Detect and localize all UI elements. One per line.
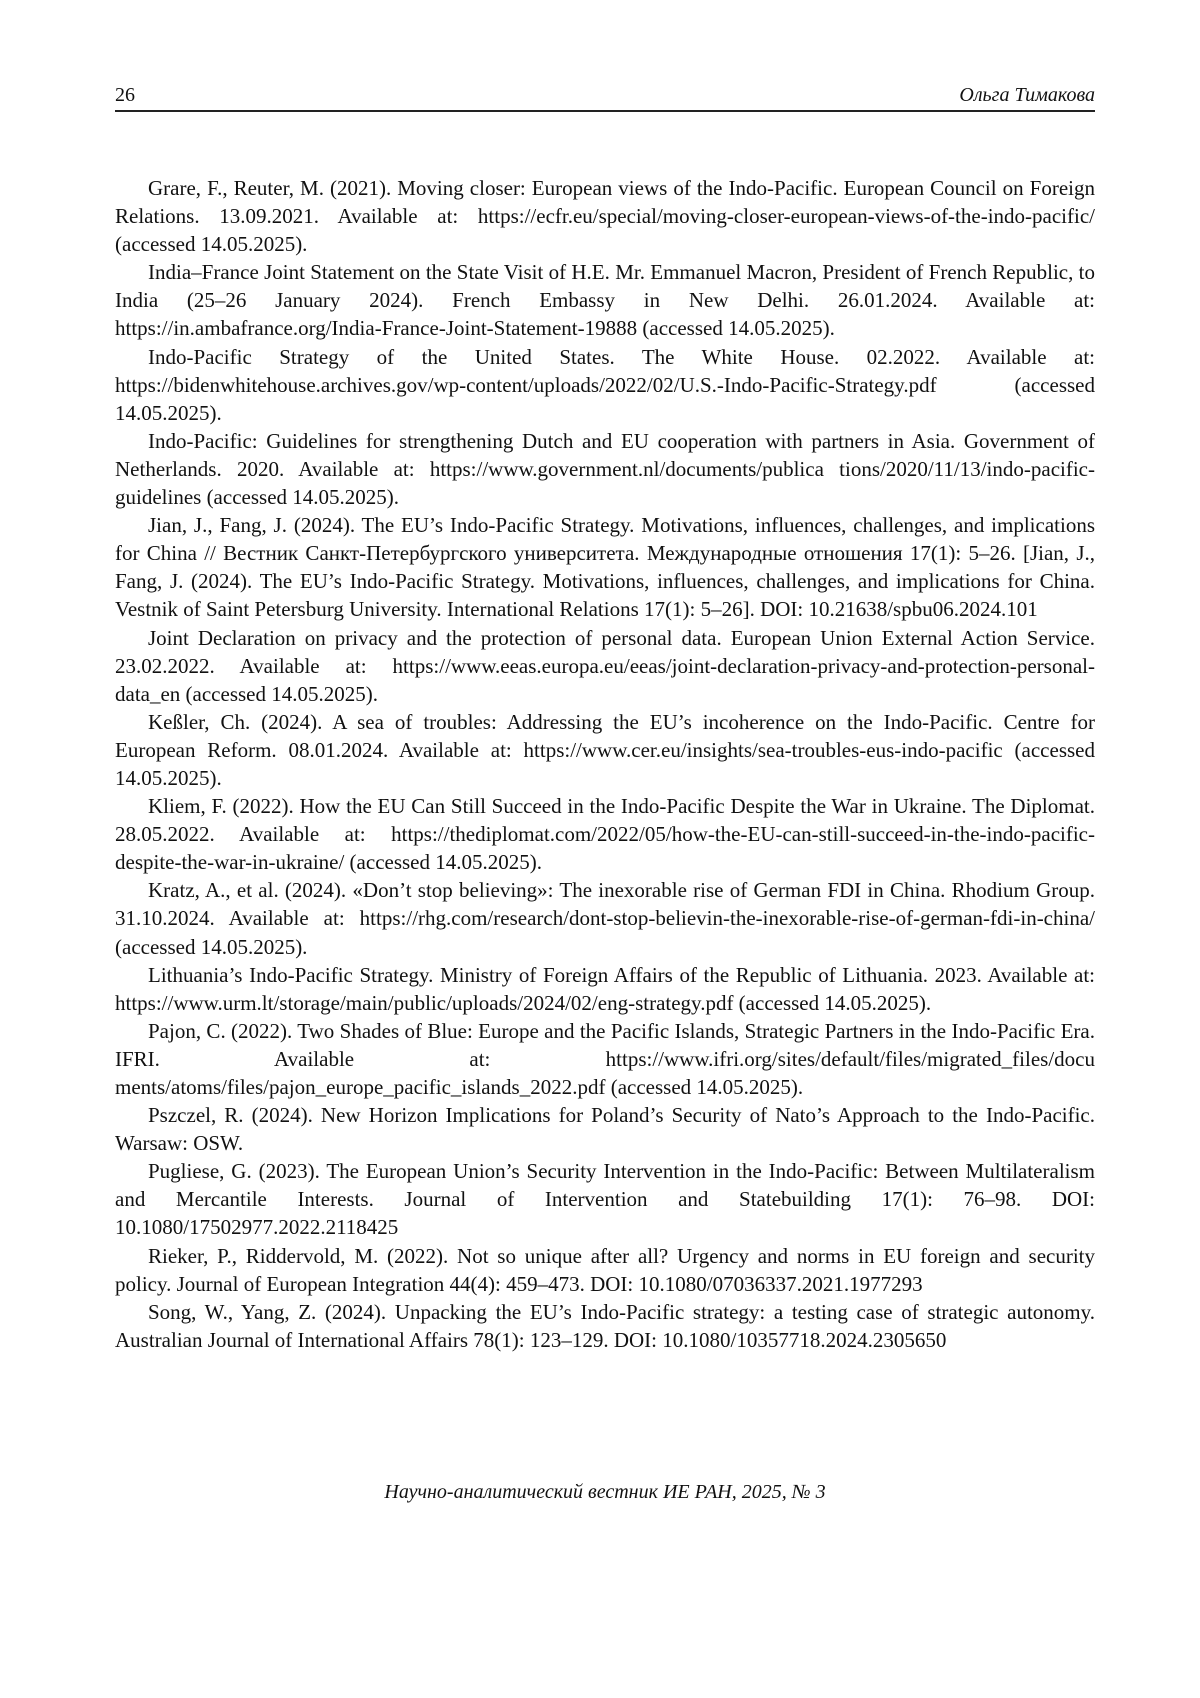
reference-item: Joint Declaration on privacy and the protection of personal data. European Union External Action Service. 23.02.2022. Available at: https://www.eeas.europa.eu/eeas/joint-declaration-privacy-and-protection-personal-data_en (accessed 14.05.2025). (115, 625, 1095, 706)
reference-item: Indo-Pacific Strategy of the United States. The White House. 02.2022. Available at: https://bidenwhitehouse.archives.gov/wp-content/uploads/2022/02/U.S.-Indo-Pacific-Strategy.pdf (accessed 14.05.2025). (115, 344, 1095, 425)
reference-item: Song, W., Yang, Z. (2024). Unpacking the EU’s Indo-Pacific strategy: a testing case of strategic autonomy. Australian Journal of International Affairs 78(1): 123–129. DOI: 10.1080/10357718.2024.2305650 (115, 1299, 1095, 1352)
reference-item: Rieker, P., Riddervold, M. (2022). Not so unique after all? Urgency and norms in EU foreign and security policy. Journal of European Integration 44(4): 459–473. DOI: 10.1080/07036337.2021.1977293 (115, 1243, 1095, 1296)
reference-item: Jian, J., Fang, J. (2024). The EU’s Indo-Pacific Strategy. Motivations, influences, challenges, and implications for China // Вестник Санкт-Петербургского университета. Международные отношения 17(1): 5–26. [Jian, J., Fang, J. (2024). The EU’s Indo-Pacific Strategy. Motivations, influences, challenges, and implications for China. Vestnik of Saint Petersburg University. International Relations 17(1): 5–26]. DOI: 10.21638/spbu06.2024.101 (115, 513, 1095, 622)
running-header (115, 84, 1095, 112)
reference-item: Lithuania’s Indo-Pacific Strategy. Ministry of Foreign Affairs of the Republic of Lithuania. 2023. Available at: https://www.urm.lt/storage/main/public/uploads/2024/02/eng-strategy.pdf (accessed 14.05.2025). (115, 962, 1095, 1015)
reference-item: Pugliese, G. (2023). The European Union’s Security Intervention in the Indo-Pacific: Between Multilateralism and Mercantile Interests. Journal of Intervention and Statebuilding 17(1): 76–98. DOI: 10.1080/17502977.2022.2118425 (115, 1159, 1095, 1240)
reference-item: Keßler, Ch. (2024). A sea of troubles: Addressing the EU’s incoherence on the Indo-Pacific. Centre for European Reform. 08.01.2024. Available at: https://www.cer.eu/insights/sea-troubles-eus-indo-pacific (accessed 14.05.2025). (115, 709, 1095, 790)
reference-item: Pszczel, R. (2024). New Horizon Implications for Poland’s Security of Nato’s Approach to the Indo-Pacific. Warsaw: OSW. (115, 1103, 1095, 1156)
reference-item: Pajon, C. (2022). Two Shades of Blue: Europe and the Pacific Islands, Strategic Partners in the Indo-Pacific Era. IFRI. Available at: https://www.ifri.org/sites/default/files/migrated_files/docu ments/atoms/files/pajon_europe_pacific_islands_2022.pdf (accessed 14.05.2025). (115, 1018, 1095, 1099)
running-author: Ольга Тимакова (959, 84, 1095, 106)
reference-item: Indo-Pacific: Guidelines for strengthening Dutch and EU cooperation with partners in Asia. Government of Netherlands. 2020. Available at: https://www.government.nl/documents/publica tions/2020/11/13/indo-pacific-guidelines (accessed 14.05.2025). (115, 428, 1095, 510)
reference-item: Kliem, F. (2022). How the EU Can Still Succeed in the Indo-Pacific Despite the War in Ukraine. The Diplomat. 28.05.2022. Available at: https://thediplomat.com/2022/05/how-the-EU-can-still-succeed-in-the-indo-pacific-despite-the-war-in-ukraine/ (accessed 14.05.2025). (115, 794, 1095, 875)
reference-item: Grare, F., Reuter, M. (2021). Moving closer: European views of the Indo-Pacific. European Council on Foreign Relations. 13.09.2021. Available at: https://ecfr.eu/special/moving-closer-european-views-of-the-indo-pacific/ (accessed 14.05.2025). (115, 176, 1095, 257)
document-page (115, 0, 1095, 1698)
reference-item: Kratz, A., et al. (2024). «Don’t stop believing»: The inexorable rise of German FDI in China. Rhodium Group. 31.10.2024. Available at: https://rhg.com/research/dont-stop-believin-the-inexorable-rise-of-german-fdi-in-china/ (accessed 14.05.2025). (115, 878, 1095, 959)
page-number: 26 (115, 84, 135, 106)
journal-footer: Научно-аналитический вестник ИЕ РАН, 2025, № 3 (384, 1481, 826, 1503)
reference-item: India–France Joint Statement on the State Visit of H.E. Mr. Emmanuel Macron, President of French Republic, to India (25–26 January 2024). French Embassy in New Delhi. 26.01.2024. Available at: https://in.ambafrance.org/India-France-Joint-Statement-19888 (accessed 14.05.2025). (115, 260, 1095, 341)
reference-list (115, 174, 1095, 1354)
